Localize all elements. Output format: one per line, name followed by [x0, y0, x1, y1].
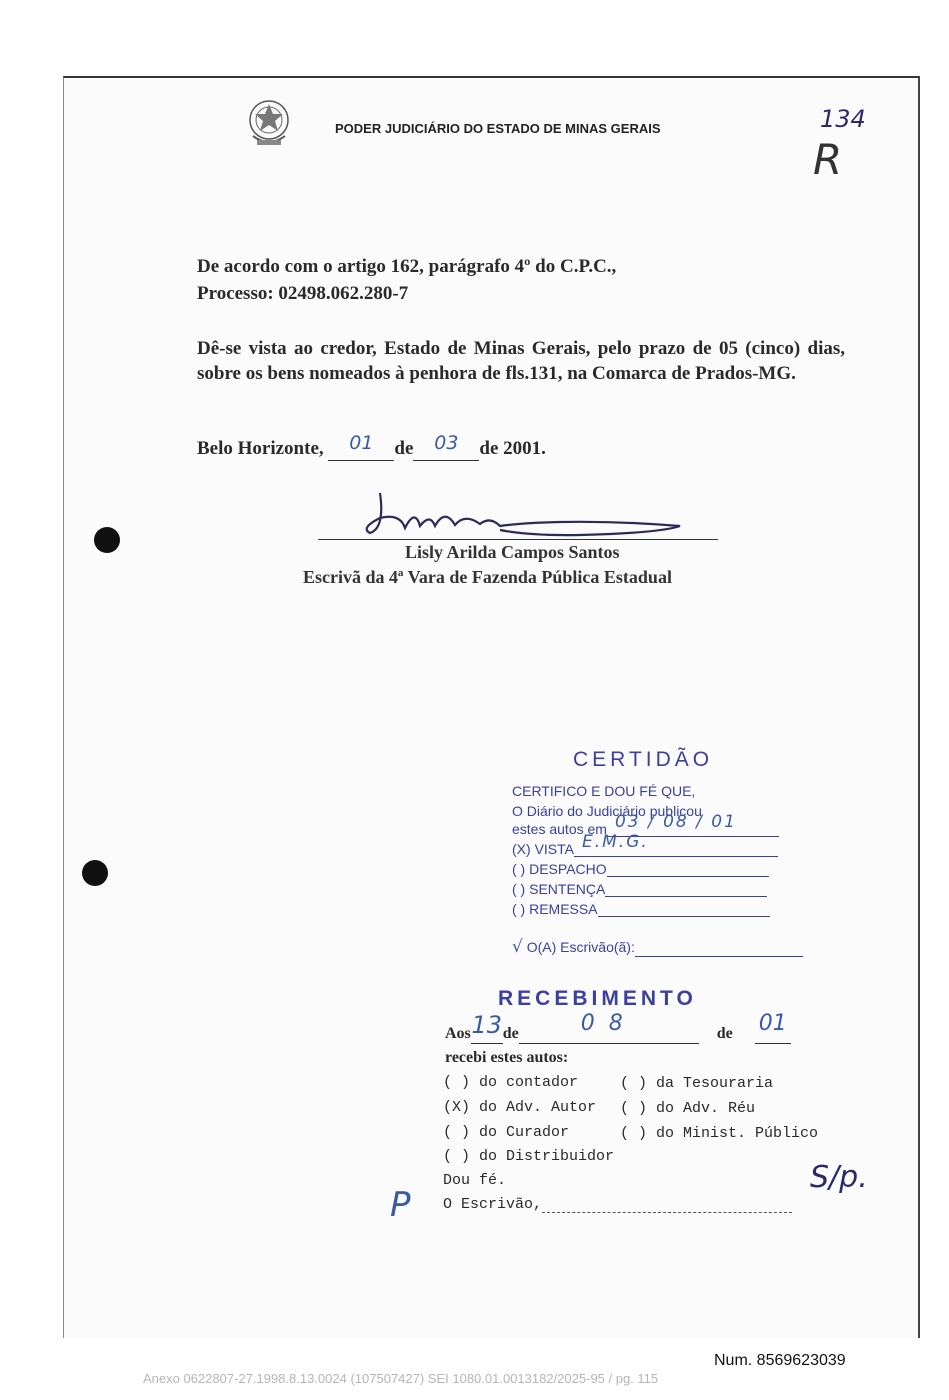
dou-fe: Dou fé. — [443, 1172, 507, 1189]
remessa-label: ( ) REMESSA — [512, 901, 598, 917]
handwritten-page-number: 134 — [820, 105, 866, 133]
escrivao-blank — [635, 942, 803, 957]
certidao-date: 03 / 08 / 01 — [614, 812, 737, 832]
certidao-date-label: estes autos em — [512, 821, 607, 837]
opt-adv-autor: (X) do Adv. Autor — [443, 1099, 597, 1116]
de-label-2: de — [716, 1025, 733, 1042]
handwritten-initials: R — [813, 135, 843, 184]
escrivao-line — [443, 1196, 792, 1213]
opt-tesouraria: ( ) da Tesouraria — [620, 1075, 774, 1092]
punch-hole — [82, 860, 108, 886]
certidao-line-1: CERTIFICO E DOU FÉ QUE, — [512, 783, 696, 799]
escrivao-label: O(A) Escrivão(ã): — [526, 939, 635, 955]
opt-contador: ( ) do contador — [443, 1074, 579, 1091]
vista-blank — [574, 832, 778, 857]
despacho-label: ( ) DESPACHO — [512, 861, 607, 877]
vista-value: E.M.G. — [581, 832, 649, 852]
handwritten-initial-p: P — [390, 1185, 411, 1225]
vista-label: VISTA — [534, 841, 574, 857]
de-label-1: de — [502, 1025, 519, 1042]
footer-metadata: Anexo 0622807-27.1998.8.13.0024 (107507427) SEI 1080.01.0013182/2025-95 / pg. 115 — [143, 1371, 659, 1386]
receb-month-blank — [519, 1011, 699, 1044]
receb-year: 01 — [758, 1011, 787, 1036]
opt-adv-reu: ( ) do Adv. Réu — [620, 1100, 756, 1117]
check-mark-icon: √ — [512, 937, 523, 957]
certidao-sentenca — [512, 881, 767, 897]
signer-name: Lisly Arilda Campos Santos — [405, 542, 620, 562]
certidao-escrivao — [512, 937, 803, 957]
recebimento-title: RECEBIMENTO — [498, 987, 697, 1010]
signer-title: Escrivã da 4ª Vara de Fazenda Pública Estadual — [303, 567, 672, 587]
remessa-blank — [598, 902, 770, 917]
receb-year-blank — [755, 1011, 791, 1044]
opt-distribuidor: ( ) do Distribuidor — [443, 1148, 615, 1165]
sentenca-label: ( ) SENTENÇA — [512, 881, 606, 897]
date-day-blank — [328, 432, 394, 461]
certidao-title: CERTIDÃO — [573, 748, 714, 771]
date-month: 03 — [434, 432, 459, 454]
signature-rule — [318, 539, 718, 540]
despacho-blank — [607, 862, 769, 877]
escrivao-label: O Escrivão, — [443, 1196, 543, 1213]
receb-month: 08 — [580, 1011, 637, 1036]
coat-of-arms-seal — [247, 96, 291, 150]
escrivao-signature-blank — [542, 1200, 792, 1213]
certidao-despacho — [512, 861, 769, 877]
certidao-remessa — [512, 901, 770, 917]
aos-label: Aos — [445, 1025, 471, 1042]
recebimento-date-line — [445, 1011, 791, 1044]
legal-reference: De acordo com o artigo 162, parágrafo 4º do C.P.C., — [197, 256, 617, 277]
receb-day-blank — [471, 1011, 503, 1044]
recebi-line: recebi estes autos: — [445, 1049, 569, 1066]
date-line — [197, 432, 546, 461]
opt-curador: ( ) do Curador — [443, 1124, 570, 1141]
date-prefix: Belo Horizonte, — [197, 438, 329, 459]
punch-hole — [94, 527, 120, 553]
sentenca-blank — [605, 882, 767, 897]
vista-mark: (X) — [512, 841, 531, 857]
order-paragraph: Dê-se vista ao credor, Estado de Minas Gerais, pelo prazo de 05 (cinco) dias, sobre os bens nomeados à penhora de fls.131, na Comarca de Prados-MG. — [197, 338, 845, 384]
handwritten-sp-note: S/p. — [810, 1160, 868, 1195]
receb-day: 13 — [471, 1011, 503, 1039]
process-number: Processo: 02498.062.280-7 — [197, 283, 409, 304]
date-suffix: de 2001. — [479, 438, 546, 459]
certidao-line-2: O Diário do Judiciário publicou — [512, 803, 702, 819]
institution-header: PODER JUDICIÁRIO DO ESTADO DE MINAS GERAIS — [335, 121, 661, 136]
certidao-vista — [512, 832, 778, 857]
document-number: Num. 8569623039 — [714, 1352, 846, 1369]
date-day: 01 — [349, 432, 374, 454]
date-de: de — [394, 438, 414, 459]
opt-min-publico: ( ) do Minist. Público — [620, 1125, 819, 1142]
date-month-blank — [413, 432, 479, 461]
